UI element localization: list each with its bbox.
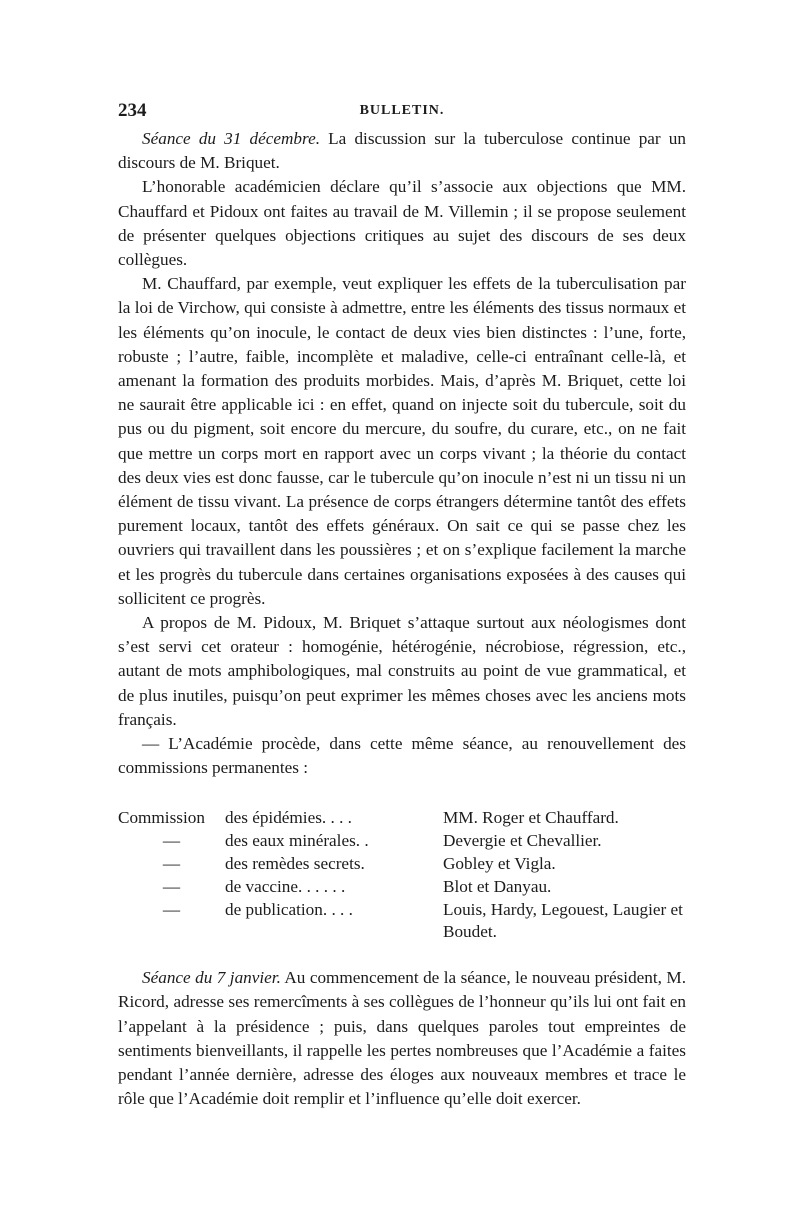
commission-name: des remèdes secrets. (225, 854, 365, 874)
seance-31-decembre-paragraph (118, 127, 686, 175)
commission-members: Louis, Hardy, Legouest, Laugier et Boudet. (443, 899, 683, 942)
commission-members: MM. Roger et Chauffard. (443, 808, 619, 828)
paragraph: M. Chauffard, par exemple, veut expliquer les effets de la tuberculisation par la loi de Virchow, qui consiste à admettre, entre les éléments des tissus normaux et les éléments qu’on inocule, le contact de deux vies bien distinctes : l’une, forte, robuste ; l’autre, faible, incomplète et maladive, celle-ci entraînant celle-là, et amenant la formation des produits morbides. Mais, d’après M. Briquet, cette loi ne saurait être applicable ici : en effet, quand on injecte soit du tubercule, soit du pus ou du pigment, soit encore du mercure, du soufre, du curare, etc., on ne fait que mettre un corps mort en rapport avec un corps vivant ; la théorie du contact des deux vies est donc fausse, car le tubercule qu’on inocule n’est ni un tissu ni un élément de tissu vivant. La présence de corps étrangers détermine tantôt des effets purement locaux, tantôt des effets généraux. On sait ce qui se passe chez les ouvriers qui travaillent dans les poussières ; et on s’explique facilement la marche et les progrès du tubercule dans certaines organisations exposées à des causes qui sollicitent ce progrès. (118, 274, 686, 608)
commission-name: des eaux minérales. . (225, 831, 369, 851)
page-body (118, 127, 686, 1111)
commission-row (118, 876, 686, 899)
running-title: BULLETIN. (359, 103, 445, 118)
paragraph: L’honorable académicien déclare qu’il s’associe aux objections que MM. Chauffard et Pidoux ont faites au travail de M. Villemin ; il se propose seulement de présenter quelques objections critiques au sujet des discours de ses deux collègues. (118, 177, 686, 270)
commission-name: de vaccine. . . . . . (225, 876, 346, 896)
commission-prefix: — (162, 899, 181, 919)
page-number: 234 (118, 100, 147, 121)
commissions-list (118, 807, 686, 944)
commission-row (118, 853, 686, 876)
commission-row (118, 807, 686, 830)
paragraph: A propos de M. Pidoux, M. Briquet s’attaque surtout aux néologismes dont s’est servi cet orateur : homogénie, hétérogénie, nécrobiose, régression, etc., autant de mots amphibologiques, mal construits au point de vue grammatical, et de plus inutiles, puisqu’on peut exprimer les mêmes choses avec les anciens mots français. (118, 613, 686, 729)
commission-prefix: — (162, 876, 181, 896)
seance-date: Séance du 31 décembre. (142, 129, 320, 148)
seance-text: Au commencement de la séance, le nouveau président, M. Ricord, adresse ses remercîments à ses collègues de l’honneur qu’ils lui ont fait en l’appelant à la présidence ; puis, dans quelques paroles tout empreintes de sentiments bienveillants, il rappelle les pertes nombreuses que l’Académie a faites pendant l’année dernière, adresse des éloges aux nouveaux membres et trace le rôle que l’Académie doit remplir et l’influence qu’elle doit exercer. (118, 968, 686, 1109)
commission-row (118, 830, 686, 853)
commission-name: de publication. . . . (225, 899, 353, 919)
commission-prefix: — (162, 854, 181, 874)
commission-name: des épidémies. . . . (225, 808, 352, 828)
commission-prefix: Commission (118, 808, 205, 828)
seance-7-janvier-paragraph (118, 966, 686, 1111)
commission-members: Devergie et Chevallier. (443, 831, 602, 851)
seance-text: La discussion sur la tuberculose continue par un discours de M. Briquet. (118, 129, 686, 173)
commission-row (118, 899, 686, 945)
commission-members: Blot et Danyau. (443, 876, 552, 896)
page-header (118, 100, 686, 126)
commission-members: Gobley et Vigla. (443, 854, 556, 874)
commission-prefix: — (162, 831, 181, 851)
seance-date: Séance du 7 janvier. (142, 968, 281, 988)
paragraph: — L’Académie procède, dans cette même séance, au renouvellement des commissions permanentes : (118, 734, 686, 778)
